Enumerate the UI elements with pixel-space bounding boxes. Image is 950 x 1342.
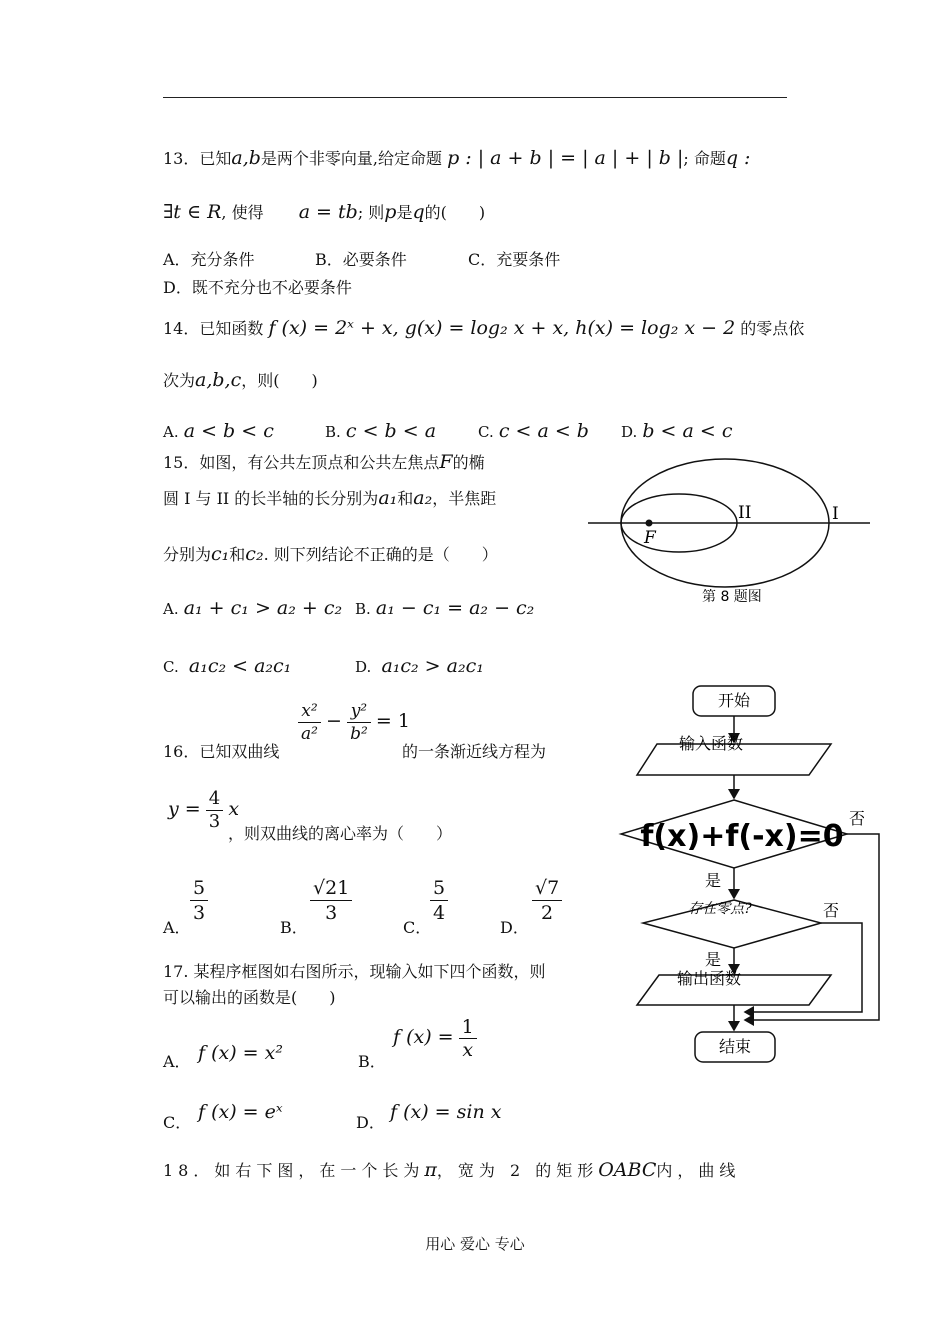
q14-line2 [163,370,318,391]
q17-option-b: f (x) = $\frac{1}{x}$ [393,1016,477,1061]
q15-line2: 圆 I 与 II 的长半轴的长分别为a₁和a₂，半焦距 [163,487,497,509]
q18-rectangle: OABC [598,1159,657,1181]
q16-option-a-label: A． [163,918,191,937]
figure-caption: 第 8 题图 [702,589,762,605]
q13-text: 的( ) [424,203,486,222]
q13-option-a: A．充分条件 [163,250,255,269]
q14-option-b: B. c < b < a [325,420,437,442]
q17-option-c-label: C． [163,1113,192,1132]
q14-functions: f (x) = 2ˣ + x, g(x) = log₂ x + x, h(x) = log₂ x − 2 [268,317,736,339]
q14-zeros: a,b,c [195,369,242,391]
q15-option-d: D. a₁c₂ > a₂c₁ [355,655,484,677]
q15-text: 的椭 [452,453,485,472]
flow-output-label: 输出函数 [676,969,742,988]
q16-asymptote: y = $\frac{4}{3}$ x [168,788,240,832]
q13-option-c: C．充要条件 [468,250,561,269]
q17-line1: 17. 某程序框图如右图所示，现输入如下四个函数，则 [163,962,546,981]
q18-line1 [163,1160,740,1181]
q18-text: ，宽为 2 的矩形 [436,1161,599,1180]
q16-text: ，则双曲线的离心率为（ ） [228,824,453,843]
q18-text: 18．如右下图，在一个长为 [163,1161,425,1180]
q15-focus: F [439,451,453,473]
q13-text: 13．已知 [163,149,232,168]
q13-text: , 使得 [221,203,264,222]
q16-option-b-label: B． [280,918,308,937]
q16-option-b: $\frac{√21}{3}$ [310,876,352,925]
q13-p: p [384,201,397,223]
q13-vectors: a,b [231,147,261,169]
flow-yes2-label: 是 [705,950,722,969]
q15-text: 分别为 [163,545,212,564]
header-rule [163,97,787,98]
label-I: I [832,504,839,524]
label-F: F [644,528,656,548]
q16-text: 16．已知双曲线 [163,742,280,761]
q17-option-a: f (x) = x² [198,1042,283,1064]
q18-text: 内，曲线 [656,1161,741,1180]
flow-condition-zero-label: 存在零点? [688,901,752,917]
q15-text: 15．如图，有公共左顶点和公共左焦点 [163,453,440,472]
flow-start-label: 开始 [717,691,751,710]
q15-option-c: C. a₁c₂ < a₂c₁ [163,655,292,677]
q16-hyperbola: $\frac{\text{x²}}{\text{a²}}$ − $\frac{\text{y²}}{\text{b²}}$ = 1 [298,700,410,745]
q14-line1 [163,318,804,339]
q16-option-c-label: C． [403,918,432,937]
q17-option-d-label: D． [356,1113,385,1132]
q18-pi: π [424,1159,437,1181]
q13-option-b: B．必要条件 [315,250,407,269]
q13-option-d: D．既不充分也不必要条件 [163,278,352,297]
q15-text: 圆 I 与 II 的长半轴的长分别为 [163,489,379,508]
page-footer: 用心 爱心 专心 [425,1235,525,1253]
q15-line3: 分别为c₁和c₂. 则下列结论不正确的是（ ） [163,543,498,565]
flow-no2-label: 否 [823,901,840,920]
q14-text: 的零点依 [740,319,805,338]
q16-option-d: $\frac{√7}{2}$ [532,876,562,925]
q13-q: q [412,201,425,223]
q16-option-c: $\frac{5}{4}$ [430,876,448,925]
q13-text: 是 [396,203,413,222]
q13-text: ; 命题 [683,149,726,168]
ellipse-figure [580,455,880,615]
q15-option-a: A. a₁ + c₁ > a₂ + c₂ [163,597,343,619]
q13-proposition-q: q : [725,147,751,169]
flow-no1-label: 否 [849,809,866,828]
q13-exists: ∃t ∈ R [163,201,222,223]
q14-option-c: C. c < a < b [478,420,589,442]
q14-text: ，则( ) [241,371,318,390]
q17-option-a-label: A． [163,1052,191,1071]
q16-option-a: $\frac{5}{3}$ [190,876,208,925]
flow-yes1-label: 是 [705,871,722,890]
q15-line1 [163,452,485,473]
q17-line2: 可以输出的函数是( ) [163,988,336,1007]
q13-equation: a = tb [298,201,358,223]
q17-option-b-label: B． [358,1052,386,1071]
q15-option-b: B. a₁ − c₁ = a₂ − c₂ [355,597,535,619]
q13-line1 [163,148,750,169]
flowchart [615,680,890,1070]
focus-point [646,520,653,527]
flow-condition-odd-label: f(x)+f(-x)=0 [640,819,844,854]
flow-end-label: 结束 [718,1037,752,1056]
q17-option-d: f (x) = sin x [390,1101,502,1123]
q16-option-d-label: D． [500,918,529,937]
q17-option-c: f (x) = eˣ [198,1101,283,1123]
q14-option-d: D. b < a < c [621,420,733,442]
q16-text: 的一条渐近线方程为 [402,742,547,761]
q14-text: 14．已知函数 [163,319,264,338]
q14-option-a: A. a < b < c [163,420,274,442]
q13-text: ; 则 [357,203,385,222]
label-II: II [738,503,752,523]
q13-proposition-p: p : | a + b | = | a | + | b | [447,147,684,169]
q13-text: 是两个非零向量,给定命题 [260,149,442,168]
q14-text: 次为 [163,371,196,390]
flow-input-label: 输入函数 [678,734,744,753]
q13-line2 [163,202,485,223]
